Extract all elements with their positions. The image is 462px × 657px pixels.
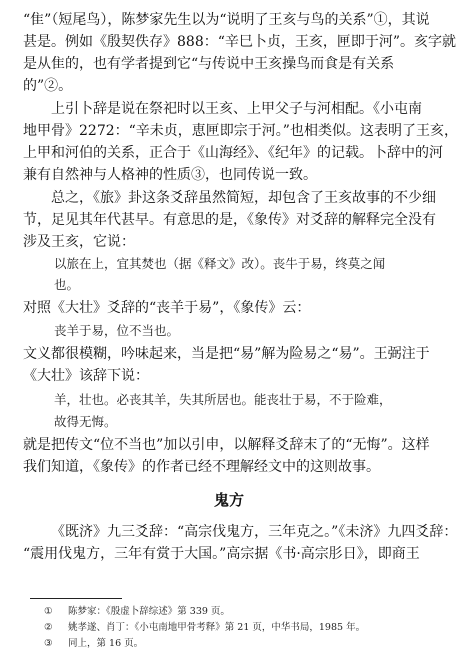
text-line: 节，足见其年代甚早。有意思的是，《象传》对爻辞的解释完全没有 [23, 212, 436, 228]
footnote [44, 622, 365, 634]
text-line: 我们知道，《象传》的作者已经不理解经文中的这则故事。 [23, 459, 380, 475]
section-heading: 鬼方 [214, 491, 245, 509]
text-line: 上甲和河伯的关系，正合于《山海经》、《纪年》的记载。卜辞中的河 [23, 145, 443, 161]
text-line: 地甲骨》2272：“辛未贞，恵匣即宗于河。”也相类似。这表明了王亥， [23, 123, 458, 139]
text-line: 对照《大壮》爻辞的“丧羊于易”，《象传》云： [23, 300, 311, 316]
block-quote-line: 以旅在上，宜其焚也（据《释文》改）。丧牛于易，终莫之闻 [54, 256, 386, 271]
text-line: “震用伐鬼方，三年有赏于大国。”高宗据《书·高宗肜日》，即商王 [23, 546, 420, 562]
text-line: 总之，《旅》卦这条爻辞虽然简短，却包含了王亥故事的不少细 [51, 190, 436, 206]
footnote-marker: ① [44, 606, 53, 617]
footnote [44, 638, 143, 650]
text-line: 甚是。例如《殷契佚存》888：“辛巳卜贞，王亥，匣即于河”。亥字就 [23, 34, 457, 50]
text-line: 文义都很模糊，吟味起来，当是把“易”解为险易之“易”。王弼注于 [23, 346, 430, 362]
block-quote-line: 故得无悔。 [54, 414, 117, 429]
footnote-text: 陈梦家：《殷虚卜辞综述》第 339 页。 [68, 606, 230, 617]
footnote-text: 姚孝遂、肖丁：《小屯南地甲骨考释》第 21 页，中华书局，1985 年。 [68, 622, 366, 633]
footnote-text: 同上，第 16 页。 [68, 638, 144, 649]
footnote-divider [30, 598, 122, 599]
text-line: 兼有自然神与人格神的性质③，也同传说一致。 [23, 167, 317, 183]
block-quote-line: 丧羊于易，位不当也。 [54, 323, 180, 338]
text-line: 的”②。 [23, 78, 73, 94]
text-line: 上引卜辞是说在祭祀时以王亥、上甲父子与河相配。《小屯南 [51, 101, 422, 117]
footnote-marker: ② [44, 622, 53, 633]
text-line: 是从隹的，也有学者提到它“与传说中王亥操鸟而食是有关系 [23, 56, 395, 72]
text-line: 《大壮》该辞下说： [23, 368, 149, 384]
text-line: 涉及王亥，它说： [23, 234, 135, 250]
text-line: 就是把传文“位不当也”加以引申，以解释爻辞末了的“无悔”。这样 [23, 437, 430, 453]
text-line: “隹”（短尾鸟），陈梦家先生以为“说明了王亥与鸟的关系”①，其说 [23, 12, 430, 28]
text-line: 《既济》九三爻辞：“高宗伐鬼方，三年克之。”《未济》九四爻辞： [51, 524, 458, 540]
block-quote-line: 羊，壮也。必丧其羊，失其所居也。能丧壮于易，不于险难， [54, 392, 392, 407]
footnote [44, 606, 230, 618]
block-quote-line: 也。 [54, 277, 80, 292]
footnote-marker: ③ [44, 638, 53, 649]
